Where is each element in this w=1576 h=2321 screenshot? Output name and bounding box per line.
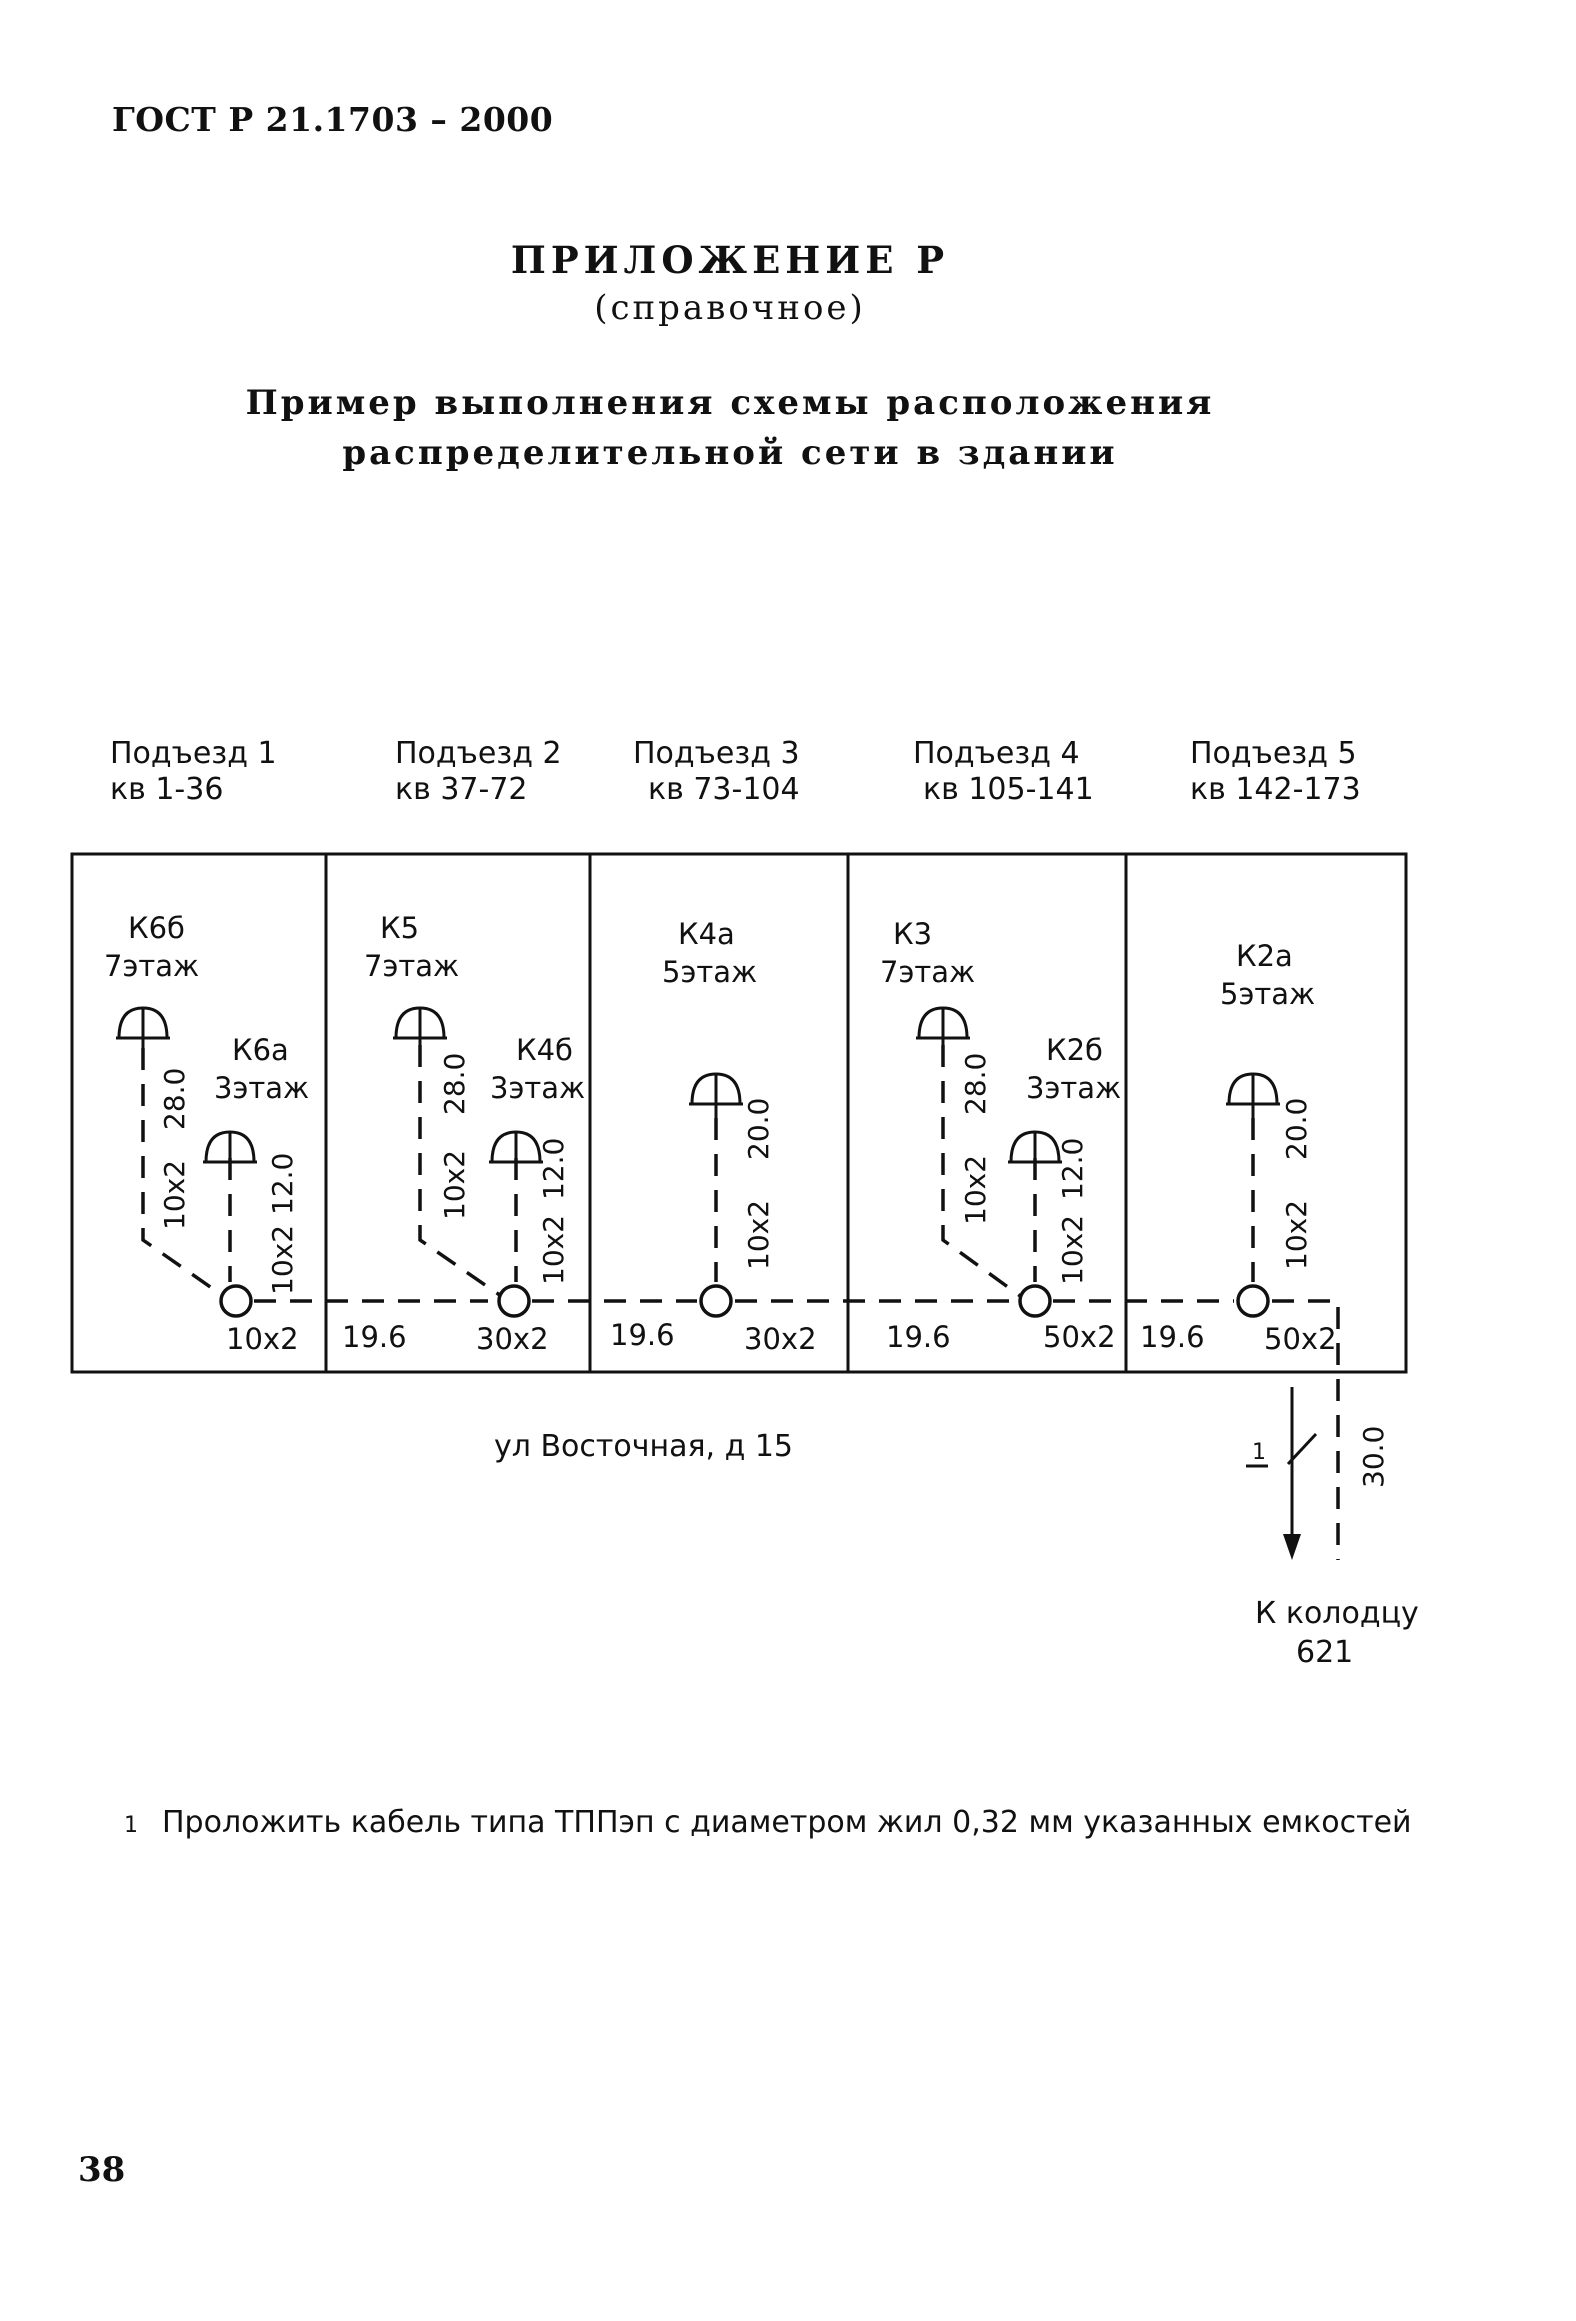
junction-box-icon	[393, 1008, 447, 1054]
riser-capacity: 10х2	[959, 1154, 992, 1225]
riser-capacity: 10х2	[266, 1224, 299, 1295]
box-id: К2а	[1236, 939, 1293, 973]
junction-box-icon	[1008, 1132, 1062, 1178]
junction-box-icon	[203, 1132, 257, 1178]
riser-length: 28.0	[438, 1052, 471, 1115]
riser-capacity: 10х2	[438, 1149, 471, 1220]
box-floor: 7этаж	[364, 949, 460, 983]
cable-routes	[143, 1045, 1338, 1560]
entrance-apartments: кв 105-141	[923, 772, 1094, 807]
trunk-capacity: 50х2	[1043, 1320, 1116, 1354]
node-circle	[1238, 1286, 1268, 1316]
box-id: К4б	[516, 1033, 573, 1067]
riser-length: 12.0	[537, 1137, 570, 1200]
diagram-heading-line-2: распределительной сети в здании	[342, 433, 1118, 473]
junction-box-icon	[489, 1132, 543, 1178]
trunk-labels	[226, 1318, 1337, 1356]
box-floor: 7этаж	[104, 949, 200, 983]
node-circle	[499, 1286, 529, 1316]
box-floor: 3этаж	[1026, 1071, 1122, 1105]
junction-box-icon	[1226, 1074, 1280, 1120]
trunk-capacity: 30х2	[476, 1322, 549, 1356]
outlet-destination: К колодцу	[1255, 1596, 1419, 1631]
box-floor: 3этаж	[490, 1071, 586, 1105]
box-id: К6а	[232, 1033, 289, 1067]
trunk-length: 19.6	[610, 1318, 675, 1352]
outlet-arrow-icon	[1283, 1534, 1301, 1560]
entrance-apartments: кв 1-36	[110, 772, 224, 807]
riser-capacity: 10х2	[742, 1199, 775, 1270]
junction-box-icon	[116, 1008, 170, 1054]
box-id: К5	[380, 911, 420, 945]
riser-capacity: 10х2	[158, 1159, 191, 1230]
box-id: К2б	[1046, 1033, 1103, 1067]
trunk-length: 19.6	[342, 1320, 407, 1354]
riser-length: 28.0	[959, 1052, 992, 1115]
riser-annotations	[158, 1053, 1313, 1295]
box-floor: 5этаж	[662, 955, 758, 989]
outlet-length: 30.0	[1357, 1425, 1390, 1488]
footnote-marker: 1	[124, 1813, 138, 1838]
well-number: 621	[1296, 1635, 1354, 1670]
entrance-name: Подъезд 4	[913, 736, 1080, 771]
trunk-capacity: 30х2	[744, 1322, 817, 1356]
box-floor: 3этаж	[214, 1071, 310, 1105]
trunk-capacity: 50х2	[1264, 1322, 1337, 1356]
junction-box-icon	[916, 1008, 970, 1054]
riser-length: 12.0	[266, 1152, 299, 1215]
document-code: ГОСТ Р 21.1703 – 2000	[112, 100, 554, 139]
trunk-capacity: 10х2	[226, 1322, 299, 1356]
riser-length: 20.0	[1280, 1097, 1313, 1160]
entrance-labels	[110, 736, 1361, 807]
entrance-name: Подъезд 2	[395, 736, 562, 771]
trunk-length: 19.6	[1140, 1320, 1205, 1354]
entrance-apartments: кв 142-173	[1190, 772, 1361, 807]
footnote	[124, 1805, 1412, 1840]
page-number: 38	[78, 2150, 126, 2190]
diagram-heading-line-1: Пример выполнения схемы расположения	[245, 383, 1215, 423]
riser-length: 28.0	[158, 1067, 191, 1130]
riser-capacity: 10х2	[537, 1214, 570, 1285]
footnote-marker: 1	[1252, 1440, 1266, 1465]
footnote-text: Проложить кабель типа ТППэп с диаметром жил 0,32 мм указанных емкостей	[162, 1805, 1412, 1840]
node-circle	[701, 1286, 731, 1316]
entrance-name: Подъезд 1	[110, 736, 277, 771]
entrance-name: Подъезд 5	[1190, 736, 1357, 771]
node-circle	[1020, 1286, 1050, 1316]
building-address: ул Восточная, д 15	[494, 1429, 794, 1464]
junction-box-icon	[689, 1074, 743, 1120]
riser-capacity: 10х2	[1056, 1214, 1089, 1285]
node-circle	[221, 1286, 251, 1316]
box-floor: 7этаж	[880, 955, 976, 989]
appendix-subtitle: (справочное)	[594, 288, 866, 328]
riser-capacity: 10х2	[1280, 1199, 1313, 1270]
box-id: К4а	[678, 917, 735, 951]
riser-length: 12.0	[1056, 1137, 1089, 1200]
riser-length: 20.0	[742, 1097, 775, 1160]
outlet-annotation	[1246, 1387, 1419, 1670]
box-id: К3	[893, 917, 933, 951]
box-floor: 5этаж	[1220, 977, 1316, 1011]
appendix-title: ПРИЛОЖЕНИЕ Р	[510, 238, 950, 282]
box-id: К6б	[128, 911, 185, 945]
entrance-apartments: кв 37-72	[395, 772, 528, 807]
entrance-name: Подъезд 3	[633, 736, 800, 771]
trunk-length: 19.6	[886, 1320, 951, 1354]
entrance-apartments: кв 73-104	[648, 772, 800, 807]
